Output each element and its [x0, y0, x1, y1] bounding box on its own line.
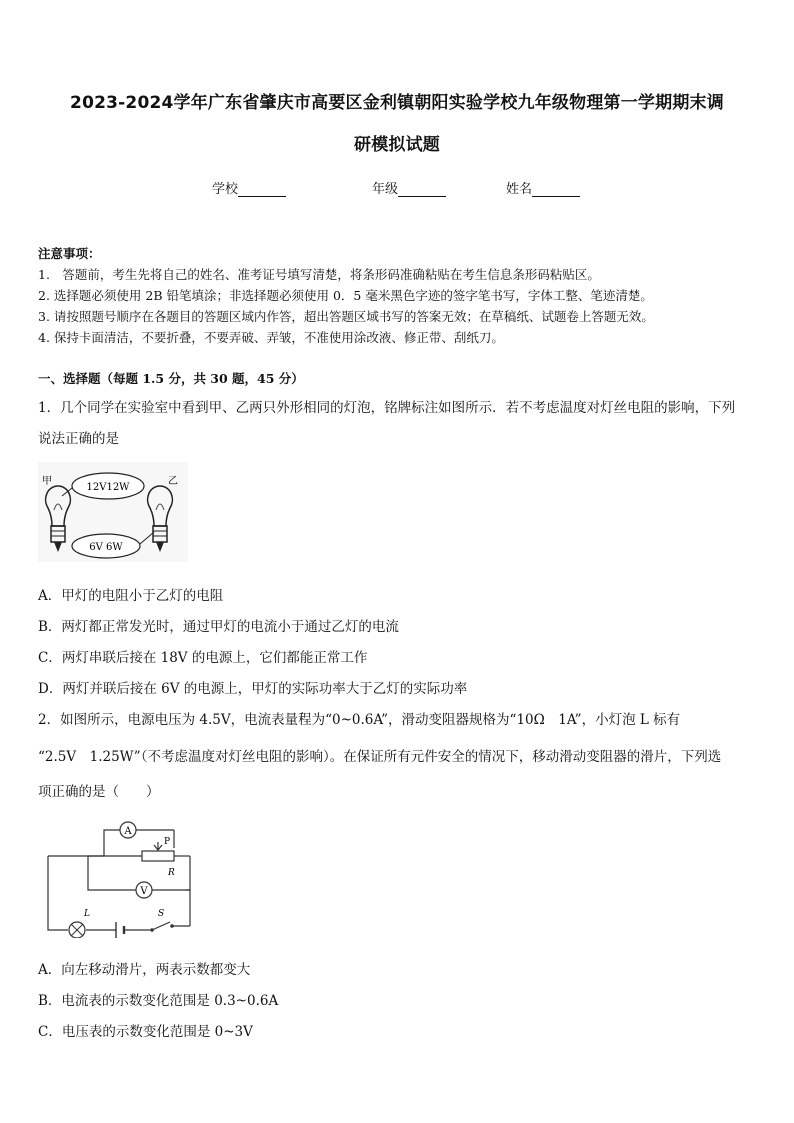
notice-item: 3. 请按照题号顺序在各题目的答题区域内作答，超出答题区域书写的答案无效；在草稿纸、试题卷上答题无效。 [38, 309, 654, 324]
page-title-line2: 研模拟试题 [354, 135, 440, 155]
q2-option-c[interactable]: C．电压表的示数变化范围是 0~3V [38, 1024, 253, 1040]
grade-label: 年级 [372, 182, 399, 197]
rheostat-icon [142, 851, 174, 861]
grade-blank[interactable] [398, 182, 446, 197]
question-2-stem-line3: 项正确的是（ ） [38, 784, 160, 800]
notice-item: 4. 保持卡面清洁，不要折叠，不要弄破、弄皱，不准使用涂改液、修正带、刮纸刀。 [38, 330, 504, 345]
notice-item: 1. 答题前，考生先将自己的姓名、准考证号填写清楚，将条形码准确粘贴在考生信息条形码粘贴区。 [38, 267, 600, 282]
school-label: 学校 [212, 182, 239, 197]
switch-label: S [158, 909, 165, 919]
name-label: 姓名 [506, 182, 533, 197]
question-2-stem-line2: “2.5V 1.25W”（不考虑温度对灯丝电阻的影响）。在保证所有元件安全的情况下，移动滑动变阻器的滑片，下列选 [38, 749, 722, 765]
battery-icon [116, 922, 124, 938]
section-heading: 一、选择题（每题 1.5 分，共 30 题，45 分） [38, 371, 304, 386]
page-title: 2023-2024学年广东省肇庆市高要区金利镇朝阳实验学校九年级物理第一学期期末调 [70, 93, 724, 113]
q1-option-d[interactable]: D．两灯并联后接在 6V 的电源上，甲灯的实际功率大于乙灯的实际功率 [38, 681, 468, 697]
name-field[interactable] [506, 178, 580, 197]
q1-bulbs-figure [38, 462, 188, 562]
ammeter-label: A [124, 826, 132, 837]
slider-label: P [164, 837, 171, 847]
q1-option-b[interactable]: B．两灯都正常发光时，通过甲灯的电流小于通过乙灯的电流 [38, 619, 399, 635]
question-1-stem-line2: 说法正确的是 [38, 431, 119, 447]
notice-heading: 注意事项： [38, 246, 101, 261]
switch-icon [150, 922, 174, 932]
label-jia: 甲 [42, 476, 52, 487]
school-field[interactable] [212, 178, 286, 197]
school-blank[interactable] [238, 182, 286, 197]
q1-option-c[interactable]: C．两灯串联后接在 18V 的电源上，它们都能正常工作 [38, 650, 368, 666]
notice-item: 2. 选择题必须使用 2B 铅笔填涂；非选择题必须使用 0．5 毫米黑色字迹的签字笔书写，字体工整、笔迹清楚。 [38, 288, 653, 303]
voltmeter-label: V [140, 886, 148, 897]
q2-circuit-figure [44, 818, 214, 938]
rating-text-yi: 6V 6W [89, 542, 123, 553]
q2-option-a[interactable]: A．向左移动滑片，两表示数都变大 [38, 962, 251, 978]
question-1-stem: 1．几个同学在实验室中看到甲、乙两只外形相同的灯泡，铭牌标注如图所示．若不考虑温度对灯丝电阻的影响，下列 [38, 400, 736, 416]
grade-field[interactable] [372, 178, 446, 197]
question-2-stem: 2．如图所示，电源电压为 4.5V，电流表量程为“0~0.6A”，滑动变阻器规格为“10Ω 1A”，小灯泡 L 标有 [38, 712, 681, 728]
rating-text-jia: 12V12W [86, 482, 130, 493]
q2-option-b[interactable]: B．电流表的示数变化范围是 0.3~0.6A [38, 993, 279, 1009]
q1-option-a[interactable]: A．甲灯的电阻小于乙灯的电阻 [38, 588, 224, 604]
label-yi: 乙 [168, 476, 178, 487]
rheostat-label: R [168, 868, 175, 878]
lamp-icon [69, 922, 85, 938]
lamp-label: L [84, 909, 90, 919]
name-blank[interactable] [532, 182, 580, 197]
slider-arrow-icon [154, 842, 162, 850]
student-info-row [0, 178, 794, 202]
